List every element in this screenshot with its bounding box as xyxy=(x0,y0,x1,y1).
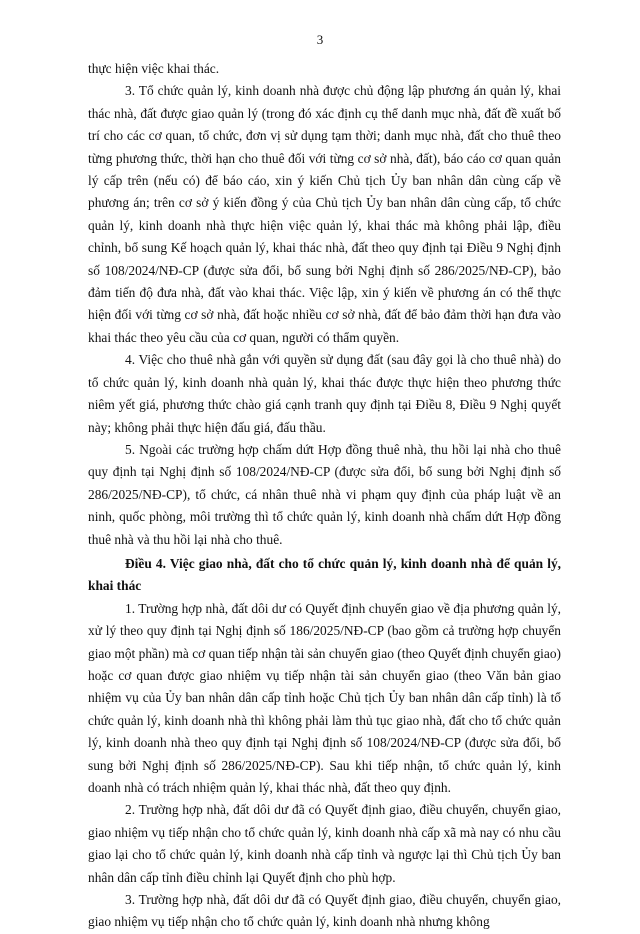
page-number: 3 xyxy=(316,32,324,47)
paragraph-clause-4: 4. Việc cho thuê nhà gắn với quyền sử dụng đất (sau đây gọi là cho thuê nhà) do tổ chức quản lý, kinh doanh nhà quản lý, khai thác được thực hiện theo phương thức niêm yết giá, phương thức chào giá cạnh tranh quy định tại Điều 8, Điều 9 Nghị quyết này; không phải thực hiện đấu giá, đấu thầu. xyxy=(88,352,561,435)
document-body xyxy=(88,58,561,934)
paragraph-article-4-clause-2: 2. Trường hợp nhà, đất dôi dư đã có Quyết định giao, điều chuyển, chuyển giao, giao nhiệm vụ tiếp nhận cho tổ chức quản lý, kinh doanh nhà cấp xã mà nay có nhu cầu giao lại cho tổ chức quản lý, kinh doanh nhà cấp tỉnh và ngược lại thì Chủ tịch Ủy ban nhân dân cấp tỉnh điều chỉnh lại Quyết định cho phù hợp. xyxy=(88,802,561,885)
paragraph-continuation: thực hiện việc khai thác. xyxy=(88,61,220,76)
paragraph-article-4-clause-3: 3. Trường hợp nhà, đất dôi dư đã có Quyết định giao, điều chuyển, chuyển giao, giao nhiệm vụ tiếp nhận cho tổ chức quản lý, kinh doanh nhà nhưng không xyxy=(88,892,561,930)
article-4-heading: Điều 4. Việc giao nhà, đất cho tổ chức quản lý, kinh doanh nhà để quản lý, khai thác xyxy=(88,555,561,594)
paragraph-clause-5: 5. Ngoài các trường hợp chấm dứt Hợp đồng thuê nhà, thu hồi lại nhà cho thuê quy định tại Nghị định số 108/2024/NĐ-CP (được sửa đổi, bổ sung bởi Nghị định số 286/2025/NĐ-CP), tổ chức, cá nhân thuê nhà vi phạm quy định của pháp luật về an ninh, quốc phòng, môi trường thì tổ chức quản lý, kinh doanh nhà chấm dứt Hợp đồng thuê nhà và thu hồi lại nhà cho thuê. xyxy=(88,441,561,547)
paragraph-article-4-clause-1: 1. Trường hợp nhà, đất dôi dư có Quyết định chuyển giao về địa phương quản lý, xử lý theo quy định tại Nghị định số 186/2025/NĐ-CP (bao gồm cả trường hợp chuyển giao một phần) mà cơ quan tiếp nhận tài sản chuyển giao (theo Quyết định chuyển giao) hoặc cơ quan được giao nhiệm vụ tiếp nhận tài sản chuyển giao (theo Văn bản giao nhiệm vụ của Ủy ban nhân dân cấp tỉnh hoặc Chủ tịch Ủy ban nhân dân cấp tỉnh) là tổ chức quản lý, kinh doanh nhà thì không phải làm thủ tục giao nhà, đất cho tổ chức quản lý, kinh doanh nhà theo quy định tại Nghị định số 108/2024/NĐ-CP (được sửa đổi, bổ sung bởi Nghị định số 286/2025/NĐ-CP). Sau khi tiếp nhận, tổ chức quản lý, kinh doanh nhà có trách nhiệm quản lý, khai thác nhà, đất theo quy định. xyxy=(88,600,561,795)
paragraph-clause-3: 3. Tổ chức quản lý, kinh doanh nhà được chủ động lập phương án quản lý, khai thác nhà, đất được giao quản lý (trong đó xác định cụ thể danh mục nhà, đất đề xuất bố trí cho các cơ quan, tổ chức, đơn vị sử dụng tạm thời; danh mục nhà, đất cho thuê theo từng phương thức, thời hạn cho thuê đối với từng cơ sở nhà, đất), báo cáo cơ quan quản lý cấp trên (nếu có) để báo cáo, xin ý kiến Chủ tịch Ủy ban nhân dân cùng cấp về phương án; trên cơ sở ý kiến đồng ý của Chủ tịch Ủy ban nhân dân cùng cấp, tổ chức quản lý, kinh doanh nhà thực hiện việc quản lý, khai thác mà không phải lập, điều chỉnh, bổ sung Kế hoạch quản lý, khai thác nhà, đất theo quy định tại Điều 9 Nghị định số 108/2024/NĐ-CP (được sửa đổi, bổ sung bởi Nghị định số 286/2025/NĐ-CP), bảo đảm tiến độ đưa nhà, đất vào khai thác. Việc lập, xin ý kiến về phương án có thể thực hiện đối với từng cơ sở nhà, đất hoặc nhiều cơ sở nhà, đất để bảo đảm thời hạn đưa vào khai thác theo yêu cầu của cơ quan, người có thẩm quyền. xyxy=(88,83,561,345)
